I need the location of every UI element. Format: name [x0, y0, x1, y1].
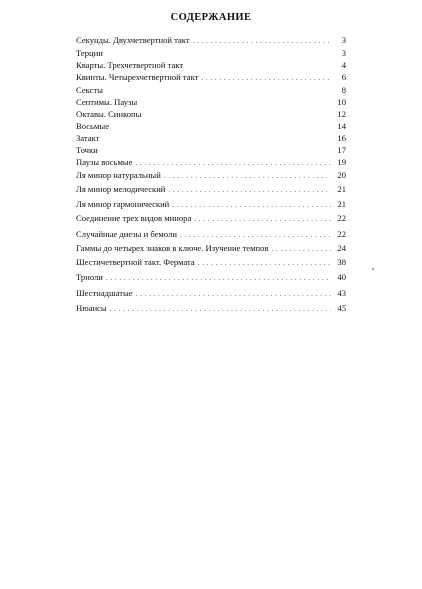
toc-entry: [76, 71, 346, 83]
toc-dot-leader: [136, 288, 331, 300]
toc-entry: [76, 271, 346, 283]
toc-entry: [76, 183, 346, 195]
toc-page-number: 16: [337, 133, 346, 143]
toc-entry: [76, 169, 346, 181]
toc-entry: [76, 84, 346, 96]
toc-dot-leader: [168, 184, 331, 196]
toc-dot-leader: [198, 257, 331, 269]
toc-dot-leader: [135, 157, 331, 169]
toc-entry: [76, 47, 346, 59]
toc-dot-leader: [193, 35, 331, 47]
toc-dot-leader: [106, 272, 331, 284]
page-title: СОДЕРЖАНИЕ: [170, 12, 252, 23]
toc-entry-title: Октавы. Синкопы: [76, 109, 142, 119]
toc-entry-title: Восьмые: [76, 121, 110, 131]
toc-entry: [76, 156, 346, 168]
toc-dot-leader: [194, 213, 331, 225]
toc-entry: [76, 287, 346, 299]
toc-entry: [76, 108, 346, 120]
toc-entry-title: Кварты. Трехчетвертной такт: [76, 60, 184, 70]
toc-entry: [76, 96, 346, 108]
toc-entry: [76, 59, 346, 71]
toc-entry-title: Ля минор мелодический: [76, 184, 166, 194]
toc-page-number: 21: [337, 184, 346, 194]
toc-page-number: 20: [337, 170, 346, 180]
toc-dot-leader: [110, 303, 331, 315]
toc-entry-title: Ля минор натуральный: [76, 170, 161, 180]
toc-entry-title: Сексты: [76, 85, 103, 95]
toc-entry: [76, 302, 346, 314]
scan-speck: [372, 268, 374, 270]
toc-entry-title: Шестичетвертной такт. Фермата: [76, 257, 195, 267]
toc-page-number: 3: [341, 48, 346, 58]
toc-page-number: 43: [337, 288, 346, 298]
toc-entry-title: Нюансы: [76, 303, 107, 313]
toc-entry-title: Гаммы до четырех знаков в ключе. Изучение темпов: [76, 243, 269, 253]
toc-page-number: 3: [341, 35, 346, 45]
toc-page-number: 22: [337, 229, 346, 239]
toc-page-number: 40: [337, 272, 346, 282]
toc-page-number: 6: [341, 72, 346, 82]
toc-page-number: 10: [337, 97, 346, 107]
toc-entry-title: Случайные диезы и бемоли: [76, 229, 177, 239]
toc-entry: [76, 144, 346, 156]
toc-entry-title: Секунды. Двухчетвертной такт: [76, 35, 190, 45]
toc-entry-title: Затакт: [76, 133, 100, 143]
toc-entry: [76, 198, 346, 210]
toc-entry: [76, 242, 346, 254]
toc-page-number: 4: [341, 60, 346, 70]
toc-entry-title: Паузы восьмые: [76, 157, 133, 167]
toc-page-number: 24: [337, 243, 346, 253]
toc-entry-title: Трноли: [76, 272, 103, 282]
toc-entry: [76, 228, 346, 240]
toc-dot-leader: [272, 243, 331, 255]
toc-entry-title: Шестнадшатые: [76, 288, 133, 298]
toc-page-number: 12: [337, 109, 346, 119]
toc-dot-leader: [180, 229, 331, 241]
toc-dot-leader: [201, 72, 331, 84]
toc-entry: [76, 132, 346, 144]
toc-entry: [76, 120, 346, 132]
toc-entry-title: Терции: [76, 48, 103, 58]
toc-page-number: 22: [337, 213, 346, 223]
toc-entry: [76, 34, 346, 46]
toc-page-number: 21: [337, 199, 346, 209]
toc-entry: [76, 256, 346, 268]
toc-entry-title: Септимы. Паузы: [76, 97, 138, 107]
toc-page-number: 8: [341, 85, 346, 95]
toc-entry-title: Точки: [76, 145, 98, 155]
toc-dot-leader: [164, 170, 331, 182]
toc-dot-leader: [172, 199, 331, 211]
toc-page-number: 19: [337, 157, 346, 167]
toc-page-number: 17: [337, 145, 346, 155]
toc-page-number: 45: [337, 303, 346, 313]
toc-page-number: 14: [337, 121, 346, 131]
toc-entry: [76, 212, 346, 224]
toc-page-number: 38: [337, 257, 346, 267]
toc-entry-title: Квинты. Четырехчетвертной такт: [76, 72, 199, 82]
toc-entry-title: Ля минор гармонический: [76, 199, 170, 209]
toc-entry-title: Соединение трех видов минора: [76, 213, 192, 223]
